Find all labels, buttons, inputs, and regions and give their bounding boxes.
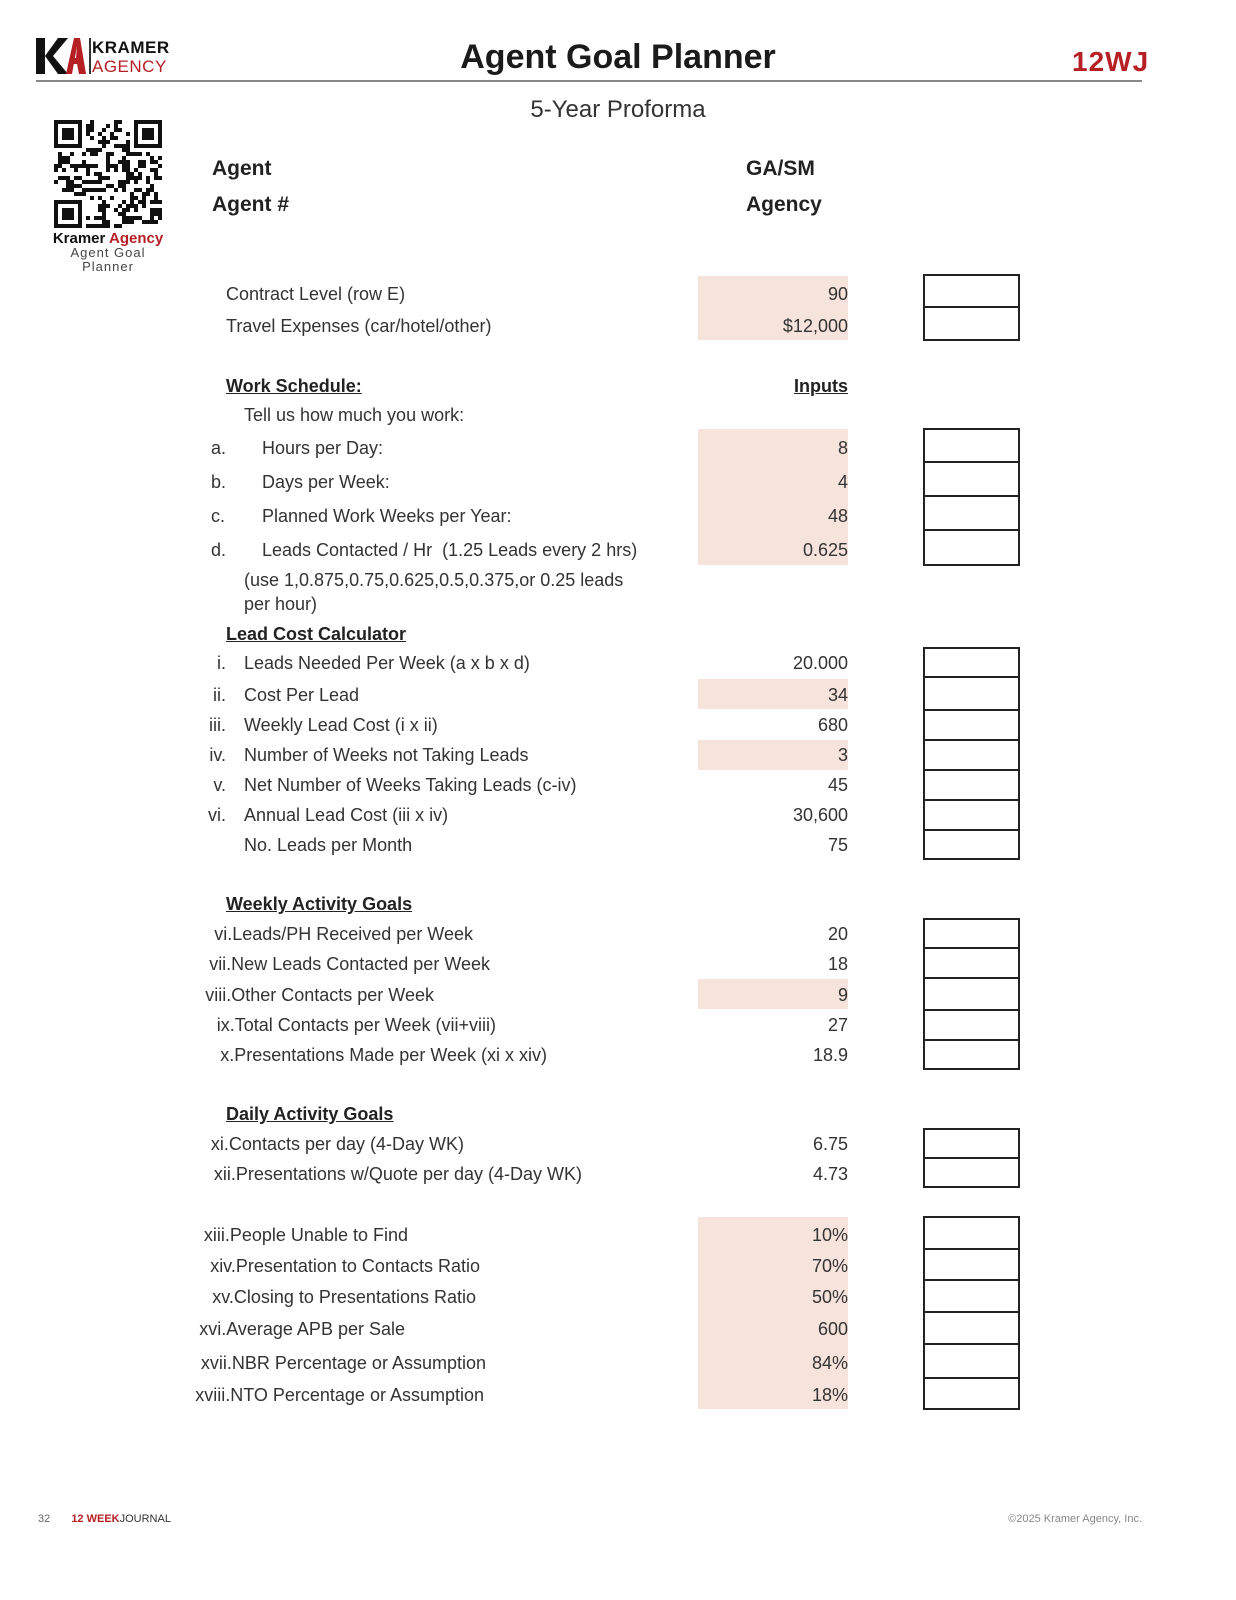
- qr-caption-line3: Planner: [82, 259, 134, 274]
- cost-per-lead-value[interactable]: 34: [827, 685, 848, 705]
- leads-contacted-label: Leads Contacted / Hr (1.25 Leads every 2 hrs): [262, 540, 638, 560]
- row-numeral: iv.: [209, 745, 226, 765]
- entry-box[interactable]: [923, 829, 1020, 860]
- entry-box[interactable]: [923, 495, 1020, 531]
- leads-received-value: 20: [827, 924, 848, 944]
- total-contacts-value: 27: [827, 1015, 848, 1035]
- entry-box[interactable]: [923, 1216, 1020, 1250]
- page-subtitle: 5-Year Proforma: [530, 96, 706, 123]
- row-numeral: vi.: [208, 805, 226, 825]
- row-letter: c.: [211, 506, 226, 526]
- leads-needed-value: 20.000: [792, 653, 848, 673]
- header-divider: [36, 80, 1142, 82]
- average-apb-label: xvi.Average APB per Sale: [199, 1319, 405, 1339]
- copyright: ©2025 Kramer Agency, Inc.: [1008, 1513, 1142, 1525]
- entry-box[interactable]: [923, 274, 1020, 308]
- footer-brand-bold: 12 WEEK: [71, 1513, 120, 1525]
- net-weeks-label: Net Number of Weeks Taking Leads (c-iv): [244, 775, 577, 795]
- contract-level-label: Contract Level (row E): [226, 284, 406, 304]
- inputs-heading: Inputs: [794, 376, 848, 396]
- days-per-week-value[interactable]: 4: [837, 472, 848, 492]
- new-leads-contacted-label: vii.New Leads Contacted per Week: [209, 954, 490, 974]
- entry-box[interactable]: [923, 647, 1020, 678]
- nbr-percentage-label: xvii.NBR Percentage or Assumption: [200, 1353, 486, 1373]
- weekly-goals-title: Weekly Activity Goals: [226, 894, 413, 914]
- total-contacts-label: ix.Total Contacts per Week (vii+viii): [216, 1015, 496, 1035]
- leads-contacted-value[interactable]: 0.625: [802, 540, 848, 560]
- entry-box[interactable]: [923, 461, 1020, 497]
- work-weeks-label: Planned Work Weeks per Year:: [262, 506, 512, 526]
- qr-code-icon: [54, 120, 162, 228]
- entry-box[interactable]: [923, 709, 1020, 741]
- entry-box[interactable]: [923, 1248, 1020, 1281]
- other-contacts-value[interactable]: 9: [837, 985, 848, 1005]
- entry-box[interactable]: [923, 1311, 1020, 1345]
- work-schedule-title: Work Schedule:: [226, 376, 362, 396]
- hours-per-day-value[interactable]: 8: [837, 438, 848, 458]
- agent-number-label: Agent #: [212, 193, 290, 216]
- nto-percentage-value[interactable]: 18%: [811, 1385, 848, 1405]
- entry-box[interactable]: [923, 676, 1020, 711]
- contacts-per-day-value: 6.75: [812, 1134, 848, 1154]
- entry-box[interactable]: [923, 1343, 1020, 1379]
- agency-label: Agency: [746, 193, 822, 216]
- weeks-not-taking-value[interactable]: 3: [837, 745, 848, 765]
- presentations-per-day-value: 4.73: [812, 1164, 848, 1184]
- work-schedule-intro: Tell us how much you work:: [244, 405, 465, 425]
- row-numeral: ii.: [213, 685, 226, 705]
- row-numeral: iii.: [209, 715, 226, 735]
- entry-box[interactable]: [923, 1039, 1020, 1070]
- logo-line1: KRAMER: [92, 38, 170, 57]
- entry-box[interactable]: [923, 529, 1020, 566]
- average-apb-value[interactable]: 600: [817, 1319, 848, 1339]
- travel-expenses-value[interactable]: $12,000: [782, 316, 848, 336]
- leads-per-month-value: 75: [827, 835, 848, 855]
- entry-box[interactable]: [923, 1009, 1020, 1041]
- unable-to-find-label: xiii.People Unable to Find: [203, 1225, 408, 1245]
- row-numeral: i.: [217, 653, 226, 673]
- entry-box[interactable]: [923, 1157, 1020, 1188]
- entry-box[interactable]: [923, 739, 1020, 771]
- presentations-made-label: x.Presentations Made per Week (xi x xiv): [220, 1045, 547, 1065]
- presentation-ratio-label: xiv.Presentation to Contacts Ratio: [210, 1256, 480, 1276]
- cost-per-lead-label: Cost Per Lead: [244, 685, 360, 705]
- entry-box[interactable]: [923, 799, 1020, 831]
- closing-ratio-label: xv.Closing to Presentations Ratio: [212, 1287, 476, 1307]
- weekly-lead-cost-value: 680: [817, 715, 848, 735]
- new-leads-contacted-value: 18: [827, 954, 848, 974]
- contract-level-value[interactable]: 90: [827, 284, 848, 304]
- qr-caption-line2: Agent Goal: [70, 245, 146, 260]
- work-weeks-value[interactable]: 48: [827, 506, 848, 526]
- travel-expenses-label: Travel Expenses (car/hotel/other): [226, 316, 492, 336]
- weekly-lead-cost-label: Weekly Lead Cost (i x ii): [244, 715, 438, 735]
- qr-caption-brand-accent: Agency: [108, 230, 164, 247]
- days-per-week-label: Days per Week:: [262, 472, 390, 492]
- nto-percentage-label: xviii.NTO Percentage or Assumption: [195, 1385, 484, 1405]
- qr-caption-brand: Kramer: [52, 230, 106, 247]
- net-weeks-value: 45: [827, 775, 848, 795]
- leads-note-line2: per hour): [244, 594, 318, 614]
- row-letter: d.: [211, 540, 227, 560]
- qr-caption: [40, 232, 176, 274]
- footer-left: [38, 1513, 171, 1525]
- leads-note-line1: (use 1,0.875,0.75,0.625,0.5,0.375,or 0.25 leads: [244, 570, 624, 590]
- journal-code: 12WJ: [1072, 46, 1150, 77]
- entry-box[interactable]: [923, 428, 1020, 463]
- logo-line2: AGENCY: [92, 57, 167, 76]
- other-contacts-label: viii.Other Contacts per Week: [205, 985, 434, 1005]
- presentations-per-day-label: xii.Presentations w/Quote per day (4-Day WK): [213, 1164, 582, 1184]
- ga-sm-label: GA/SM: [746, 157, 815, 180]
- row-letter: a.: [211, 438, 227, 458]
- leads-received-label: vi.Leads/PH Received per Week: [214, 924, 473, 944]
- unable-to-find-value[interactable]: 10%: [811, 1225, 848, 1245]
- nbr-percentage-value[interactable]: 84%: [811, 1353, 848, 1373]
- entry-box[interactable]: [923, 1377, 1020, 1410]
- leads-needed-label: Leads Needed Per Week (a x b x d): [244, 653, 530, 673]
- entry-box[interactable]: [923, 1279, 1020, 1313]
- annual-lead-cost-value: 30,600: [792, 805, 848, 825]
- page-title: Agent Goal Planner: [460, 38, 776, 76]
- entry-box[interactable]: [923, 769, 1020, 801]
- row-letter: b.: [211, 472, 227, 492]
- presentation-ratio-value[interactable]: 70%: [811, 1256, 848, 1276]
- annual-lead-cost-label: Annual Lead Cost (iii x iv): [244, 805, 449, 825]
- daily-goals-title: Daily Activity Goals: [226, 1104, 394, 1124]
- entry-box[interactable]: [923, 306, 1020, 341]
- weeks-not-taking-label: Number of Weeks not Taking Leads: [244, 745, 529, 765]
- entry-box[interactable]: [923, 918, 1020, 949]
- contacts-per-day-label: xi.Contacts per day (4-Day WK): [210, 1134, 464, 1154]
- footer-brand-rest: JOURNAL: [119, 1513, 171, 1525]
- row-numeral: v.: [213, 775, 226, 795]
- closing-ratio-value[interactable]: 50%: [811, 1287, 848, 1307]
- page-number: 32: [38, 1513, 51, 1525]
- hours-per-day-label: Hours per Day:: [262, 438, 384, 458]
- entry-box[interactable]: [923, 947, 1020, 979]
- leads-per-month-label: No. Leads per Month: [244, 835, 413, 855]
- entry-box[interactable]: [923, 1128, 1020, 1159]
- entry-box[interactable]: [923, 977, 1020, 1011]
- lead-cost-title: Lead Cost Calculator: [226, 624, 407, 644]
- agent-label: Agent: [212, 157, 272, 180]
- presentations-made-value: 18.9: [812, 1045, 848, 1065]
